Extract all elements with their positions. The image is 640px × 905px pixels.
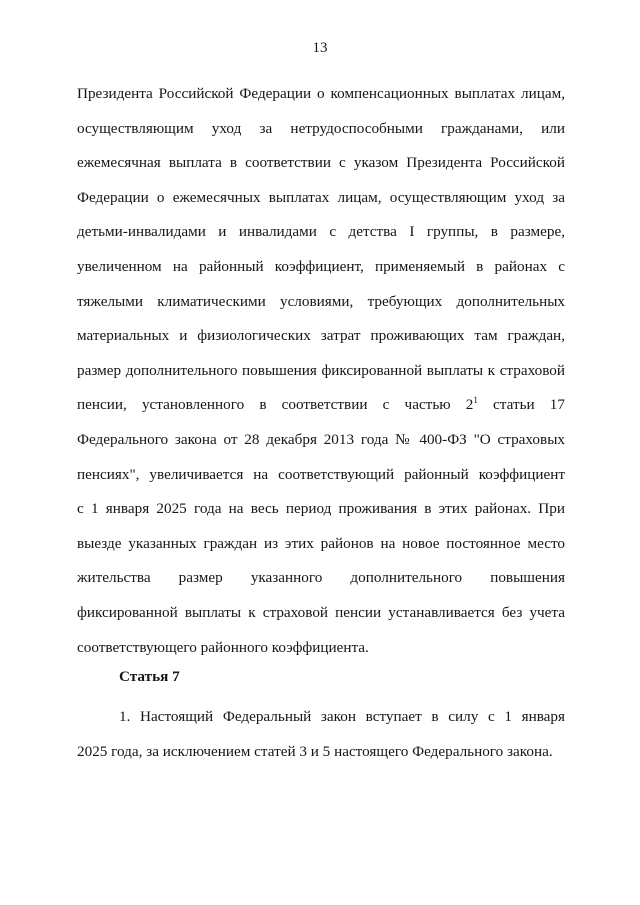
text-fragment: статьи 17 — [477, 396, 565, 414]
article-7-heading: Статья 7 — [119, 668, 180, 685]
text-line: Федерального закона от 28 декабря 2013 года № 400-ФЗ "О страховых — [77, 430, 565, 448]
text-fragment: пенсии, установленного в соответствии с частью 2 — [77, 396, 474, 414]
page-number: 13 — [312, 40, 328, 56]
text-line: размер дополнительного повышения фиксированной выплаты к страховой — [77, 361, 565, 379]
text-line: увеличенном на районный коэффициент, применяемый в районах с — [77, 257, 565, 275]
superscript: 1 — [473, 395, 478, 406]
text-line: Федерации о ежемесячных выплатах лицам, осуществляющим уход за — [77, 188, 565, 206]
text-line: ежемесячная выплата в соответствии с указом Президента Российской — [77, 154, 565, 172]
text-line: 2025 года, за исключением статей 3 и 5 настоящего Федерального закона. — [77, 742, 553, 760]
text-line-with-superscript — [77, 388, 565, 423]
text-line: тяжелыми климатическими условиями, требующих дополнительных — [77, 292, 565, 310]
text-line: жительства размер указанного дополнительного повышения — [77, 569, 565, 587]
text-line: пенсиях", увеличивается на соответствующий районный коэффициент — [77, 465, 565, 483]
article-7-paragraph — [77, 700, 565, 769]
text-line: соответствующего районного коэффициента. — [77, 638, 369, 656]
article-6-paragraph — [77, 77, 565, 665]
text-line: фиксированной выплаты к страховой пенсии устанавливается без учета — [77, 603, 565, 621]
text-line: осуществляющим уход за нетрудоспособными гражданами, или — [77, 119, 565, 137]
text-line: 1. Настоящий Федеральный закон вступает в силу с 1 января — [119, 708, 565, 725]
text-line: с 1 января 2025 года на весь период проживания в этих районах. При — [77, 500, 565, 518]
text-line: материальных и физиологических затрат проживающих там граждан, — [77, 327, 565, 345]
text-line: детьми-инвалидами и инвалидами с детства I группы, в размере, — [77, 223, 565, 241]
text-line: Президента Российской Федерации о компенсационных выплатах лицам, — [77, 85, 565, 102]
text-line: выезде указанных граждан из этих районов на новое постоянное место — [77, 534, 565, 552]
